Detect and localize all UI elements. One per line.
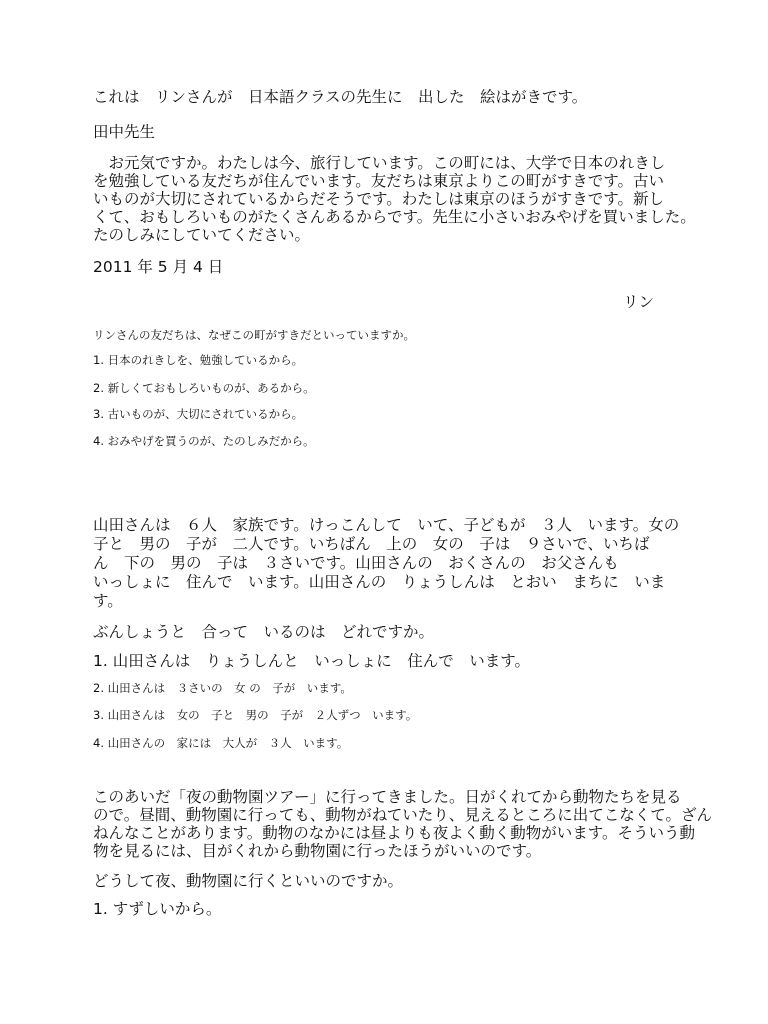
letter-line: お元気ですか。わたしは今、旅行しています。この町には、大学で日本のれきし bbox=[93, 154, 666, 172]
option-2-1: 1. 山田さんは りょうしんと いっしょに 住んで います。 bbox=[93, 652, 530, 670]
passage-line: 子と 男の 子が 二人です。いちばん 上の 女の 子は ９さいで、いちば bbox=[93, 535, 650, 553]
passage-line: 物を見るには、目がくれから動物園に行ったほうがいいのです。 bbox=[93, 842, 542, 860]
letter-date: 2011 年 5 月 4 日 bbox=[93, 258, 224, 276]
option-2-3: 3. 山田さんは 女の 子と 男の 子が ２人ずつ います。 bbox=[93, 708, 418, 722]
question-2: ぶんしょうと 合って いるのは どれですか。 bbox=[93, 623, 435, 641]
letter-signature: リン bbox=[623, 293, 655, 311]
salutation: 田中先生 bbox=[93, 123, 156, 141]
passage-line: このあいだ「夜の動物園ツアー」に行ってきました。日がくれてから動物たちを見る bbox=[93, 788, 682, 806]
passage-3 bbox=[93, 788, 712, 860]
passage-line: ん 下の 男の 子は ３さいです。山田さんの おくさんの お父さんも bbox=[93, 554, 619, 572]
letter-body bbox=[93, 154, 696, 244]
option-1-4: 4. おみやげを買うのが、たのしみだから。 bbox=[93, 434, 315, 448]
letter-line: たのしみにしていてください。 bbox=[93, 226, 311, 244]
passage-line: ので。昼間、動物園に行っても、動物がねていたり、見えるところに出てこなくて。ざん bbox=[93, 806, 712, 824]
passage-line: ねんなことがあります。動物のなかには昼よりも夜よく動く動物がいます。そういう動 bbox=[93, 824, 696, 842]
question-3: どうして夜、動物園に行くといいのですか。 bbox=[93, 872, 404, 890]
option-1-1: 1. 日本のれきしを、勉強しているから。 bbox=[93, 353, 304, 367]
letter-line: くて、おもしろいものがたくさんあるからです。先生に小さいおみやげを買いました。 bbox=[93, 208, 696, 226]
intro-text: これは リンさんが 日本語クラスの先生に 出した 絵はがきです。 bbox=[93, 88, 588, 106]
letter-line: を勉強している友だちが住んでいます。友だちは東京よりこの町がすきです。古い bbox=[93, 172, 665, 190]
passage-line: す。 bbox=[93, 592, 123, 610]
option-2-4: 4. 山田さんの 家には 大人が ３人 います。 bbox=[93, 736, 349, 750]
option-3-1: 1. すずしいから。 bbox=[93, 900, 222, 918]
question-1: リンさんの友だちは、なぜこの町がすきだといっていますか。 bbox=[93, 328, 415, 342]
option-2-2: 2. 山田さんは ３さいの 女 の 子が います。 bbox=[93, 681, 352, 695]
option-1-3: 3. 古いものが、大切にされているから。 bbox=[93, 407, 304, 421]
passage-2 bbox=[93, 516, 680, 611]
option-1-2: 2. 新しくておもしろいものが、あるから。 bbox=[93, 381, 315, 395]
passage-line: いっしょに 住んで います。山田さんの りょうしんは とおい まちに いま bbox=[93, 573, 666, 591]
letter-line: いものが大切にされているからだそうです。わたしは東京のほうがすきです。新し bbox=[93, 190, 665, 208]
passage-line: 山田さんは ６人 家族です。けっこんして いて、子どもが ３人 います。女の bbox=[93, 516, 680, 534]
